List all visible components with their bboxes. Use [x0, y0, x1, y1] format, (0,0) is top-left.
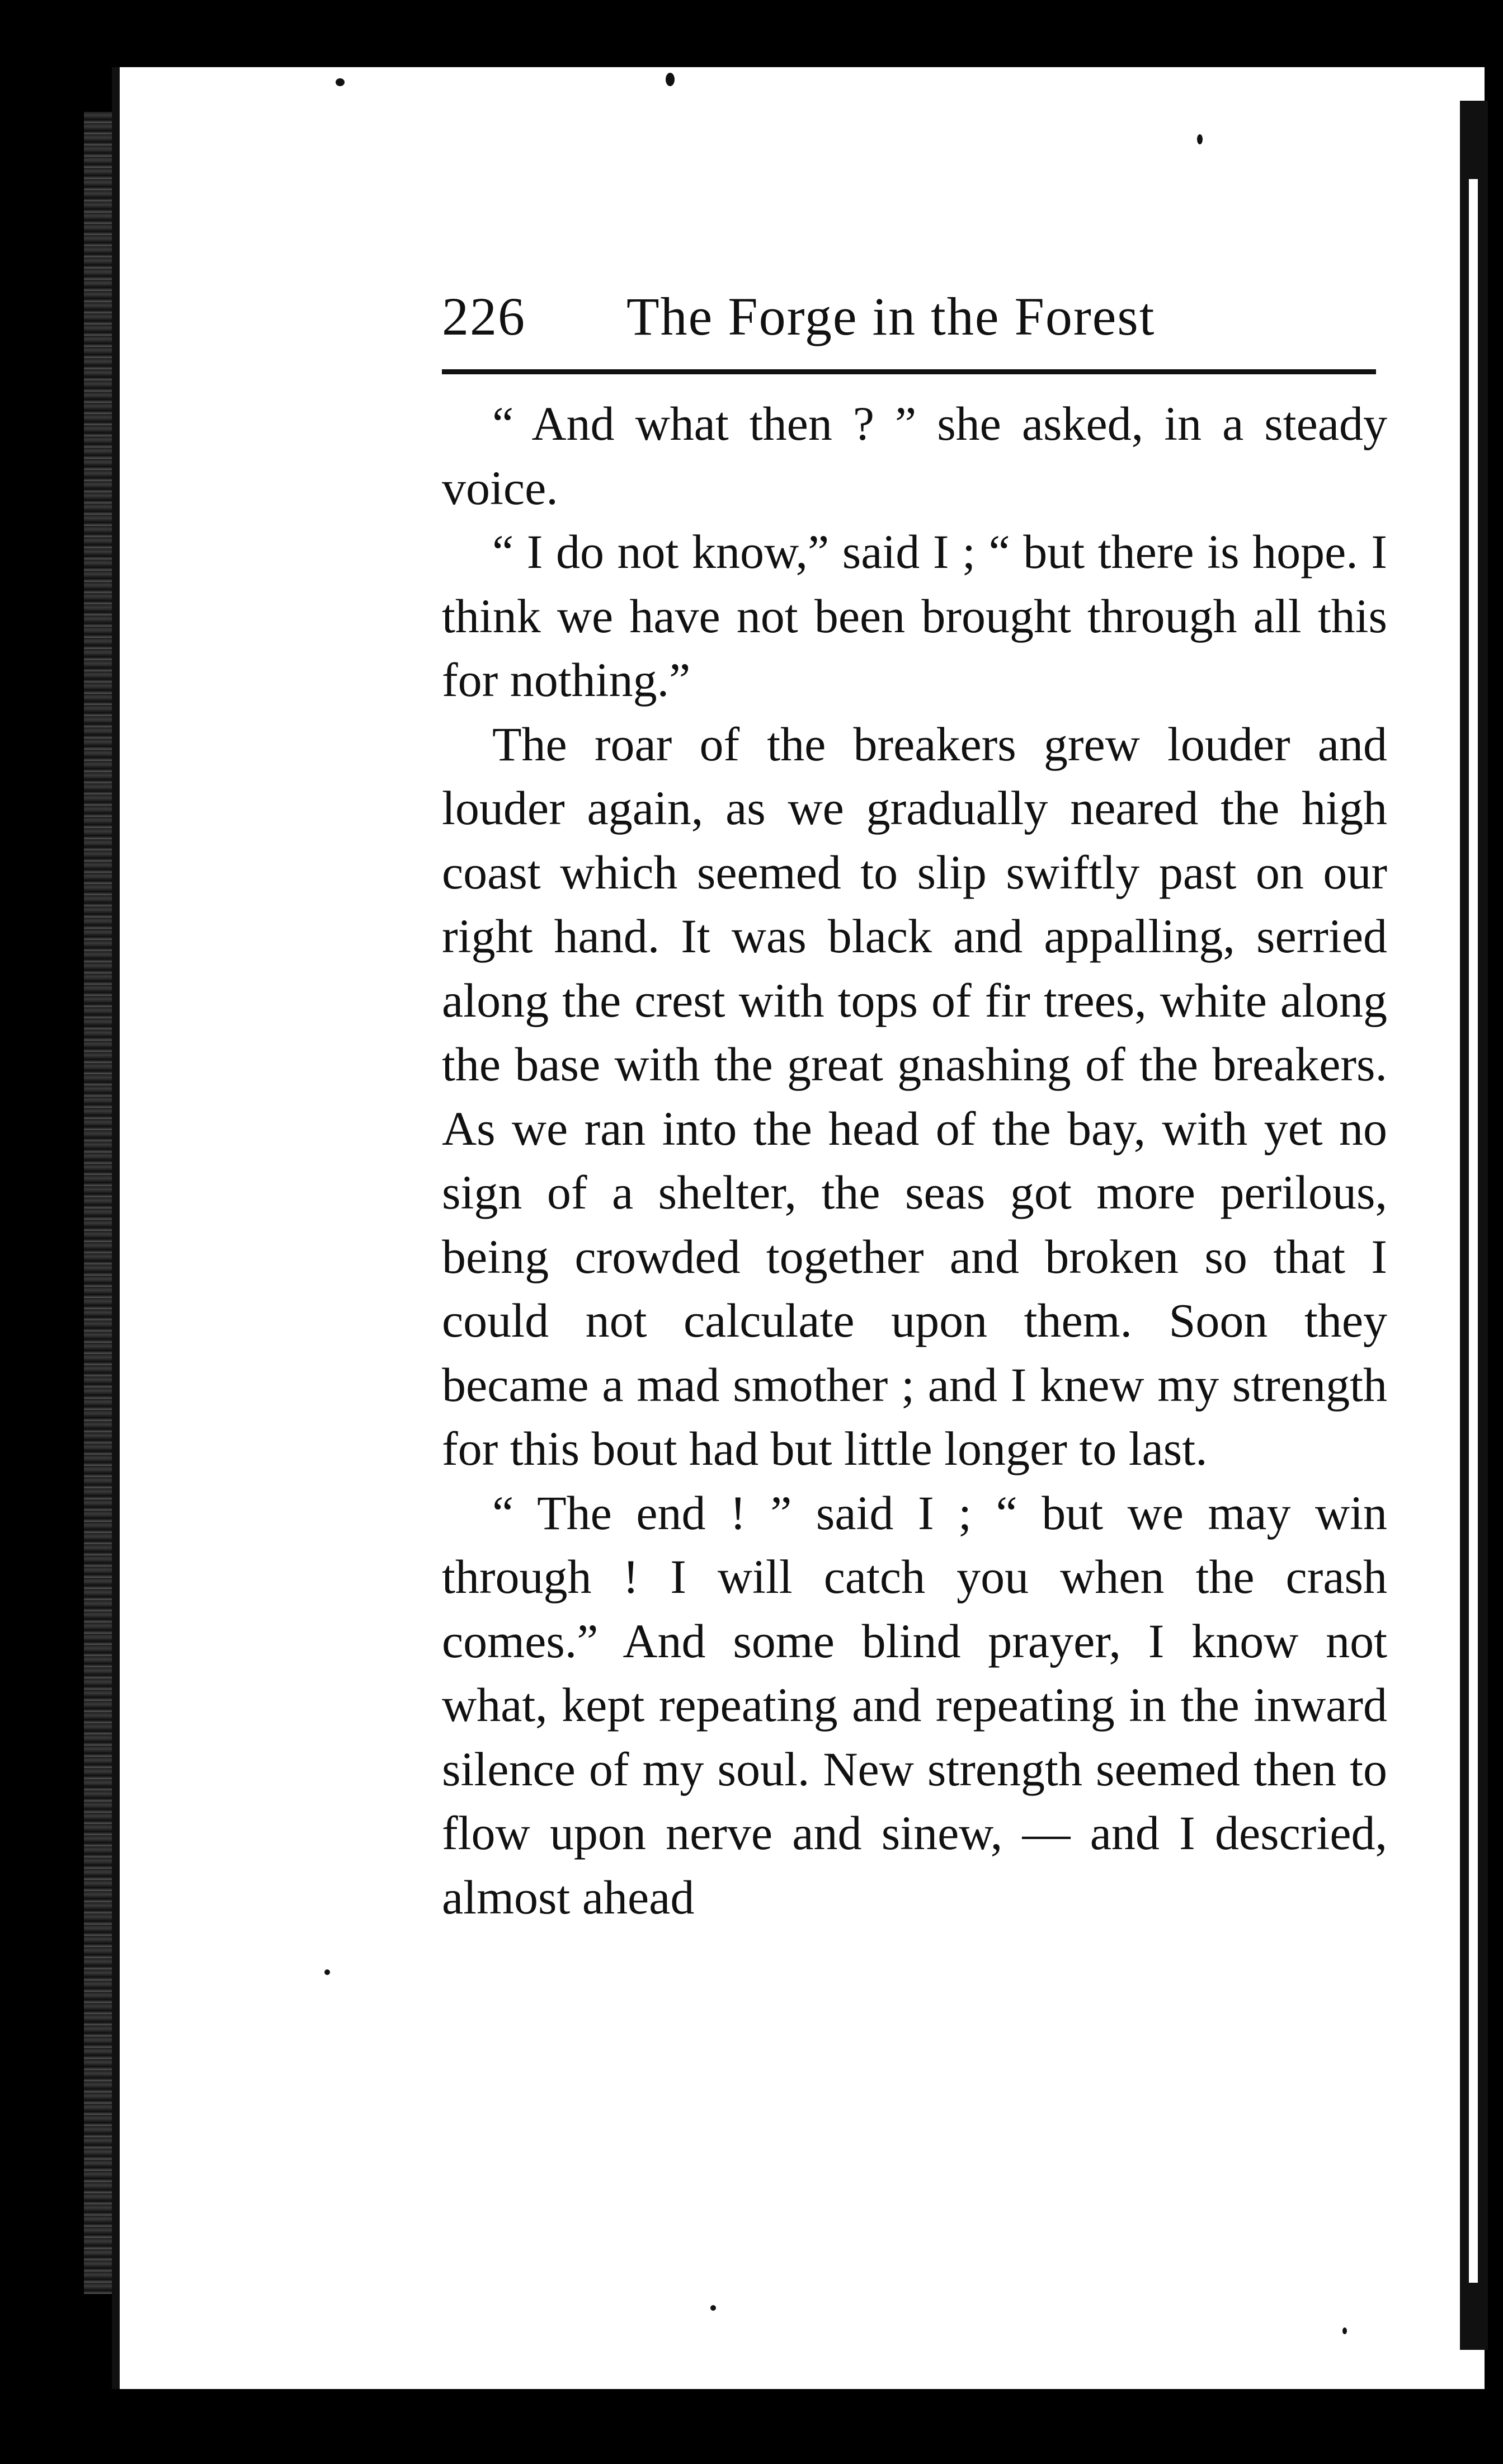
page-header — [442, 285, 1387, 352]
paragraph: “ The end ! ” said I ; “ but we may win through ! I will catch you when the crash comes.” And some blind prayer, I know not what, kept repeating and repeating in the inward silence of my soul. New strength seemed then to flow upon nerve and sinew, — and I descried, almost ahead — [442, 1485, 1387, 1924]
ink-speck — [1342, 2327, 1347, 2334]
paragraph: The roar of the breakers grew louder and louder again, as we gradually neared the high coast which seemed to slip swiftly past on our right hand. It was black and appalling, serried along the crest with tops of fir trees, white along the base with the great gnashing of the breakers. As we ran into the head of the bay, with yet no sign of a shelter, the seas got more perilous, being crowded together and broken so that I could not calculate upon them. Soon they became a mad smother ; and I knew my strength for this bout had but little longer to last. — [442, 717, 1387, 1475]
paragraph: “ I do not know,” said I ; “ but there is hope. I think we have not been brought through all this for nothing.” — [442, 525, 1387, 707]
page-number: 226 — [442, 286, 526, 346]
ink-speck — [336, 78, 345, 86]
body-text — [442, 392, 1387, 1929]
ink-speck — [324, 1969, 330, 1975]
header-rule — [442, 369, 1376, 374]
paragraph: “ And what then ? ” she asked, in a steady voice. — [442, 397, 1387, 515]
ink-speck — [710, 2305, 716, 2311]
page-edge-strip — [1469, 179, 1478, 2283]
ink-speck — [1197, 134, 1203, 144]
running-title: The Forge in the Forest — [626, 286, 1156, 346]
ink-speck — [666, 73, 675, 86]
